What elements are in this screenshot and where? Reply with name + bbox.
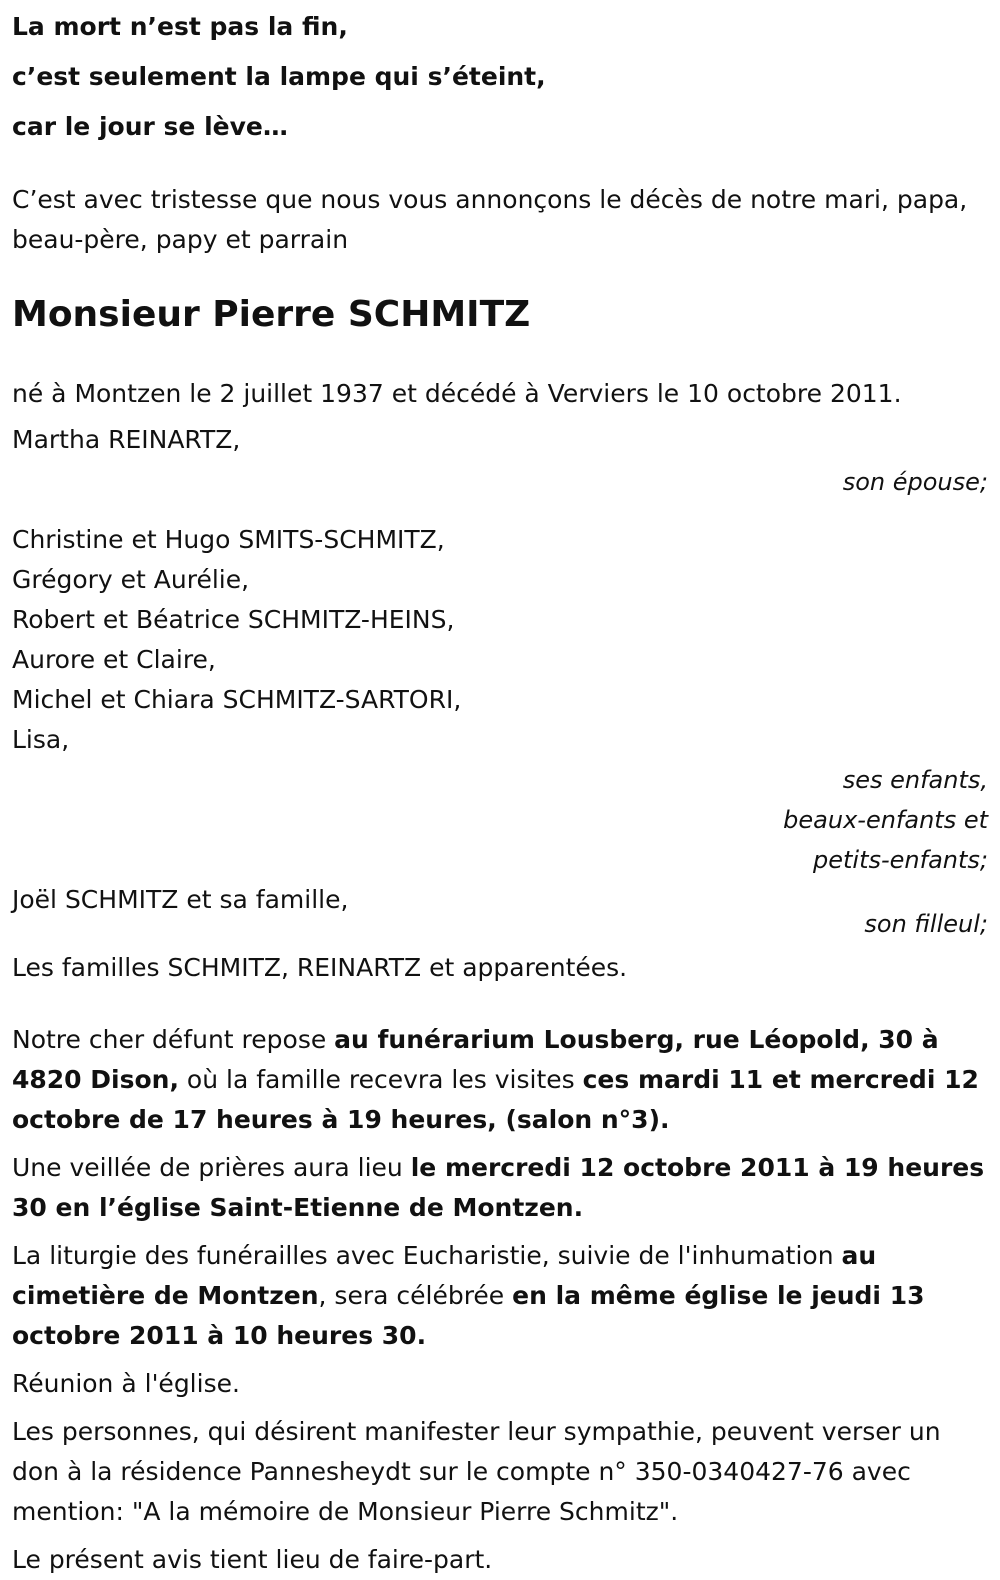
announcement-intro: C’est avec tristesse que nous vous annonçons le décès de notre mari, papa, beau-père, papy et parrain xyxy=(12,185,968,254)
child-name: Lisa, xyxy=(12,725,70,754)
vigil-text: Une veillée de prières aura lieu xyxy=(12,1153,411,1182)
child-name: Christine et Hugo SMITS-SCHMITZ, xyxy=(12,525,445,554)
liturgy-details: en la même église le jeudi 13 octobre 2011 à 10 heures 30. xyxy=(12,1281,925,1350)
child-name: Aurore et Claire, xyxy=(12,645,216,674)
repose-paragraph xyxy=(12,1020,988,1140)
donation-paragraph: Les personnes, qui désirent manifester leur sympathie, peuvent verser un don à la résidence Pannesheydt sur le compte n° 350-0340427-76 avec mention: "A la mémoire de Monsieur Pierre Schmitz". xyxy=(12,1417,941,1526)
godson-group xyxy=(12,880,988,944)
spouse-relation: son épouse; xyxy=(842,468,988,496)
meeting-line: Réunion à l'église. xyxy=(12,1369,240,1398)
liturgy-cemetery: au cimetière de Montzen xyxy=(12,1241,877,1310)
repose-text: où la famille recevra les visites xyxy=(178,1065,583,1094)
liturgy-paragraph xyxy=(12,1236,988,1356)
deceased-name: Monsieur Pierre SCHMITZ xyxy=(12,294,531,335)
repose-text: Notre cher défunt repose xyxy=(12,1025,335,1054)
quote-line: car le jour se lève… xyxy=(12,112,288,141)
spouse-group xyxy=(12,420,988,502)
godson-relation: son filleul; xyxy=(864,910,988,938)
vigil-details: le mercredi 12 octobre 2011 à 19 heures 30 en l’église Saint-Etienne de Montzen. xyxy=(12,1153,985,1222)
liturgy-text: La liturgie des funérailles avec Eucharistie, suivie de l'inhumation xyxy=(12,1241,842,1270)
families-line: Les familles SCHMITZ, REINARTZ et apparentées. xyxy=(12,953,628,982)
child-name: Michel et Chiara SCHMITZ-SARTORI, xyxy=(12,685,462,714)
godson-name: Joël SCHMITZ et sa famille, xyxy=(12,885,349,914)
obituary-notice xyxy=(0,2,1000,1576)
repose-location: au funérarium Lousberg, rue Léopold, 30 à 4820 Dison, xyxy=(12,1025,939,1094)
birth-death-line: né à Montzen le 2 juillet 1937 et décédé à Verviers le 10 octobre 2011. xyxy=(12,379,902,408)
opening-quote xyxy=(12,2,988,152)
quote-line: La mort n’est pas la fin, xyxy=(12,12,348,41)
repose-visits: ces mardi 11 et mercredi 12 octobre de 17 heures à 19 heures, (salon n°3). xyxy=(12,1065,979,1134)
children-group xyxy=(12,520,988,880)
child-name: Grégory et Aurélie, xyxy=(12,565,250,594)
children-relation: ses enfants, beaux-enfants et petits-enfants; xyxy=(783,766,988,874)
spouse-name: Martha REINARTZ, xyxy=(12,425,241,454)
liturgy-text: , sera célébrée xyxy=(318,1281,513,1310)
vigil-paragraph xyxy=(12,1148,988,1228)
quote-line: c’est seulement la lampe qui s’éteint, xyxy=(12,62,546,91)
closing-line: Le présent avis tient lieu de faire-part. xyxy=(12,1545,493,1574)
child-name: Robert et Béatrice SCHMITZ-HEINS, xyxy=(12,605,455,634)
